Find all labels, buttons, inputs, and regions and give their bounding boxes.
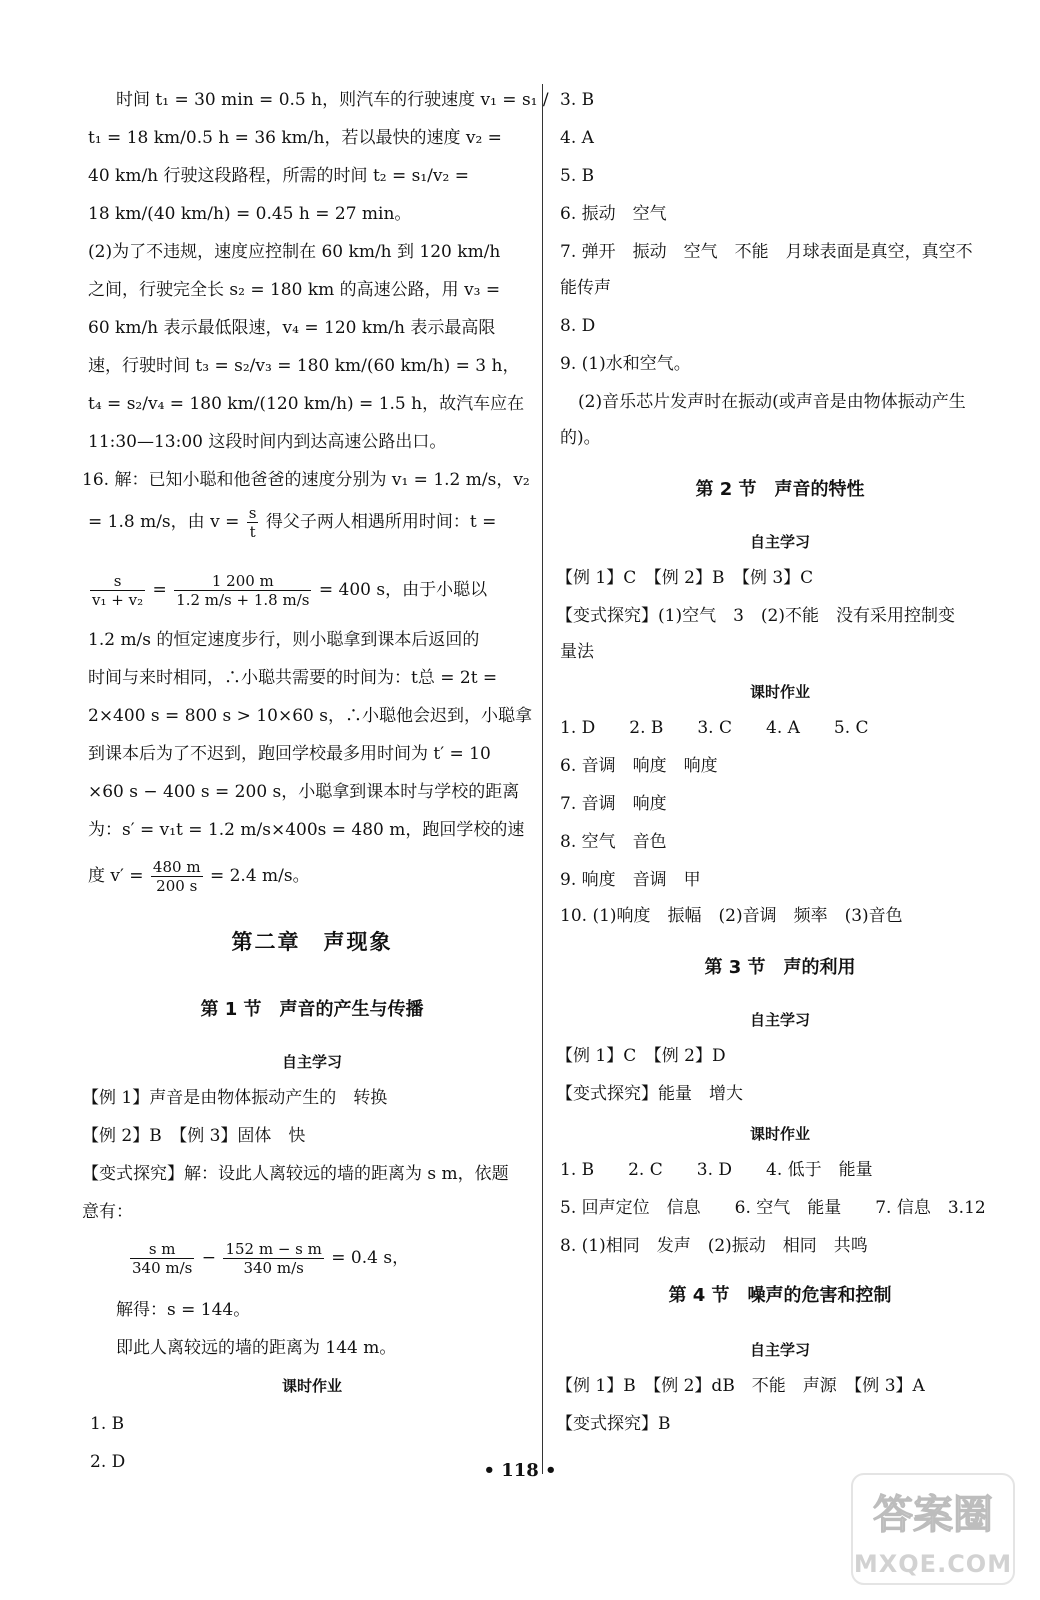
answer-item: 5. 回声定位 信息 6. 空气 能量 7. 信息 3.12 bbox=[560, 1198, 986, 1218]
denominator: 200 s bbox=[156, 877, 198, 895]
text-line: (2)为了不违规，速度应控制在 60 km/h 到 120 km/h bbox=[88, 242, 501, 262]
text-segment: 得父子两人相遇所用时间：t = bbox=[265, 512, 497, 532]
answer-item: 3. B bbox=[560, 90, 595, 110]
answer-item: 8. 空气 音色 bbox=[560, 832, 667, 852]
fraction-t1 bbox=[90, 572, 145, 609]
text-line: 时间与来时相同，∴小聪共需要的时间为：t总 = 2t = bbox=[88, 668, 498, 688]
text-line: t₄ = s₂/v₄ = 180 km/(120 km/h) = 1.5 h，故汽车应在 bbox=[88, 394, 525, 414]
text-line: t₁ = 18 km/0.5 h = 36 km/h，若以最快的速度 v₂ = bbox=[88, 128, 502, 148]
formula-line: $\frac{s}{\text{v₁ + v₂}}$ = $\frac{1 200 m}{1.2 m/s + 1.8 m/s}$ = 400 s，由于小聪以 bbox=[92, 572, 488, 609]
subsection-title: 自主学习 bbox=[749, 1011, 810, 1029]
subsection-title: 自主学习 bbox=[749, 1341, 810, 1359]
example-answer: 【例 2】B 【例 3】固体 快 bbox=[82, 1126, 306, 1146]
minus-sign: − bbox=[201, 1248, 217, 1268]
variant-explore: 【变式探究】解：设此人离较远的墙的距离为 s m，依题 bbox=[82, 1164, 509, 1184]
text-line: 11:30—13:00 这段时间内到达高速公路出口。 bbox=[88, 432, 447, 452]
watermark-logo bbox=[848, 1470, 1018, 1588]
example-answer: 【例 1】声音是由物体振动产生的 转换 bbox=[82, 1088, 388, 1108]
formula-line bbox=[88, 858, 310, 895]
text-line: 之间，行驶完全长 s₂ = 180 km 的高速公路，用 v₃ = bbox=[88, 280, 501, 300]
formula-line bbox=[88, 504, 496, 541]
denominator: 1.2 m/s + 1.8 m/s bbox=[176, 591, 310, 609]
text-line: 意有： bbox=[82, 1202, 133, 1222]
denominator: 340 m/s bbox=[132, 1259, 193, 1277]
answer-item: 7. 音调 响度 bbox=[560, 794, 667, 814]
denominator: t bbox=[249, 523, 256, 541]
answer-item: 2. D bbox=[90, 1452, 126, 1472]
answer-item: 1. D 2. B 3. C 4. A 5. C bbox=[560, 718, 869, 738]
variant-explore: 【变式探究】能量 增大 bbox=[556, 1084, 743, 1104]
answer-item: 的)。 bbox=[560, 428, 601, 448]
question-16: 16. 解：已知小聪和他爸爸的速度分别为 v₁ = 1.2 m/s，v₂ bbox=[82, 470, 530, 490]
numerator: s bbox=[248, 504, 257, 522]
numerator: 1 200 m bbox=[174, 572, 311, 591]
text-line: 为：s′ = v₁t = 1.2 m/s×400s = 480 m，跑回学校的速 bbox=[88, 820, 525, 840]
text-line: 1.2 m/s 的恒定速度步行，则小聪拿到课本后返回的 bbox=[88, 630, 480, 650]
answer-item: 8. (1)相同 发声 (2)振动 相同 共鸣 bbox=[560, 1236, 868, 1256]
answer-item: 9. 响度 音调 甲 bbox=[560, 870, 701, 890]
example-answer: 【例 1】C 【例 2】D bbox=[556, 1046, 726, 1066]
text-segment: = 1.8 m/s，由 v = bbox=[88, 512, 240, 532]
answer-item: 能传声 bbox=[560, 278, 611, 298]
subsection-title: 自主学习 bbox=[281, 1053, 342, 1071]
answer-item: 5. B bbox=[560, 166, 595, 186]
numerator: s bbox=[90, 572, 145, 591]
section-title: 第 4 节 噪声的危害和控制 bbox=[668, 1285, 892, 1306]
svg-text:答案圈: 答案圈 bbox=[873, 1492, 993, 1538]
answer-item: 8. D bbox=[560, 316, 596, 336]
numerator: s m bbox=[130, 1240, 194, 1259]
example-answer: 【例 1】C 【例 2】B 【例 3】C bbox=[556, 568, 814, 588]
numerator: 480 m bbox=[152, 858, 201, 876]
subsection-title: 自主学习 bbox=[749, 533, 810, 551]
subsection-title: 课时作业 bbox=[281, 1377, 342, 1395]
text-line: 40 km/h 行驶这段路程，所需的时间 t₂ = s₁/v₂ = bbox=[88, 166, 469, 186]
denominator: v₁ + v₂ bbox=[92, 591, 144, 609]
text-line: 60 km/h 表示最低限速，v₄ = 120 km/h 表示最高限 bbox=[88, 318, 496, 338]
text-line: 速，行驶时间 t₃ = s₂/v₃ = 180 km/(60 km/h) = 3 h， bbox=[88, 356, 520, 376]
example-answer: 【例 1】B 【例 2】dB 不能 声源 【例 3】A bbox=[556, 1376, 925, 1396]
column-divider bbox=[542, 84, 543, 1474]
svg-text:MXQE.COM: MXQE.COM bbox=[853, 1550, 1013, 1578]
answer-item: 6. 音调 响度 响度 bbox=[560, 756, 718, 776]
fraction-a bbox=[130, 1240, 194, 1277]
text-segment: = 2.4 m/s。 bbox=[209, 866, 310, 886]
text-segment: = 400 s，由于小聪以 bbox=[318, 580, 488, 600]
text-segment: 度 v′ = bbox=[88, 866, 144, 886]
answer-item: 1. B 2. C 3. D 4. 低于 能量 bbox=[560, 1160, 873, 1180]
subsection-title: 课时作业 bbox=[749, 683, 810, 701]
section-title: 第 1 节 声音的产生与传播 bbox=[200, 999, 424, 1020]
text-line: 即此人离较远的墙的距离为 144 m。 bbox=[116, 1338, 397, 1358]
text-line: 量法 bbox=[560, 642, 594, 662]
fraction-vprime bbox=[151, 858, 203, 895]
text-segment: = 0.4 s， bbox=[331, 1248, 410, 1268]
text-line: 2×400 s = 800 s > 10×60 s，∴小聪他会迟到，小聪拿 bbox=[88, 706, 532, 726]
answer-item: (2)音乐芯片发声时在振动(或声音是由物体振动产生 bbox=[578, 392, 966, 412]
text-line: 到课本后为了不迟到，跑回学校最多用时间为 t′ = 10 bbox=[88, 744, 491, 764]
numerator: 152 m − s m bbox=[225, 1240, 322, 1258]
section-title: 第 3 节 声的利用 bbox=[704, 957, 856, 978]
text-line: 18 km/(40 km/h) = 0.45 h = 27 min。 bbox=[88, 204, 412, 224]
subsection-title: 课时作业 bbox=[749, 1125, 810, 1143]
page-number: • 118 • bbox=[483, 1460, 557, 1481]
answer-item: 7. 弹开 振动 空气 不能 月球表面是真空，真空不 bbox=[560, 242, 973, 262]
text-line: 解得：s = 144。 bbox=[116, 1300, 251, 1320]
answer-item: 10. (1)响度 振幅 (2)音调 频率 (3)音色 bbox=[560, 906, 903, 926]
answer-item: 6. 振动 空气 bbox=[560, 204, 667, 224]
fraction-t2 bbox=[174, 572, 311, 609]
answer-item: 9. (1)水和空气。 bbox=[560, 354, 691, 374]
equation bbox=[128, 1240, 409, 1277]
section-title: 第 2 节 声音的特性 bbox=[695, 479, 865, 500]
chapter-title: 第二章 声现象 bbox=[231, 930, 393, 954]
answer-item: 4. A bbox=[560, 128, 594, 148]
variant-explore: 【变式探究】(1)空气 3 (2)不能 没有采用控制变 bbox=[556, 606, 955, 626]
denominator: 340 m/s bbox=[243, 1259, 304, 1277]
text-line: 时间 t₁ = 30 min = 0.5 h，则汽车的行驶速度 v₁ = s₁ / bbox=[116, 90, 549, 110]
variant-explore: 【变式探究】B bbox=[556, 1414, 671, 1434]
text-line: ×60 s − 400 s = 200 s，小聪拿到课本时与学校的距离 bbox=[88, 782, 520, 802]
fraction-b bbox=[223, 1240, 323, 1277]
answer-item: 1. B bbox=[90, 1414, 125, 1434]
fraction-v bbox=[247, 504, 259, 541]
